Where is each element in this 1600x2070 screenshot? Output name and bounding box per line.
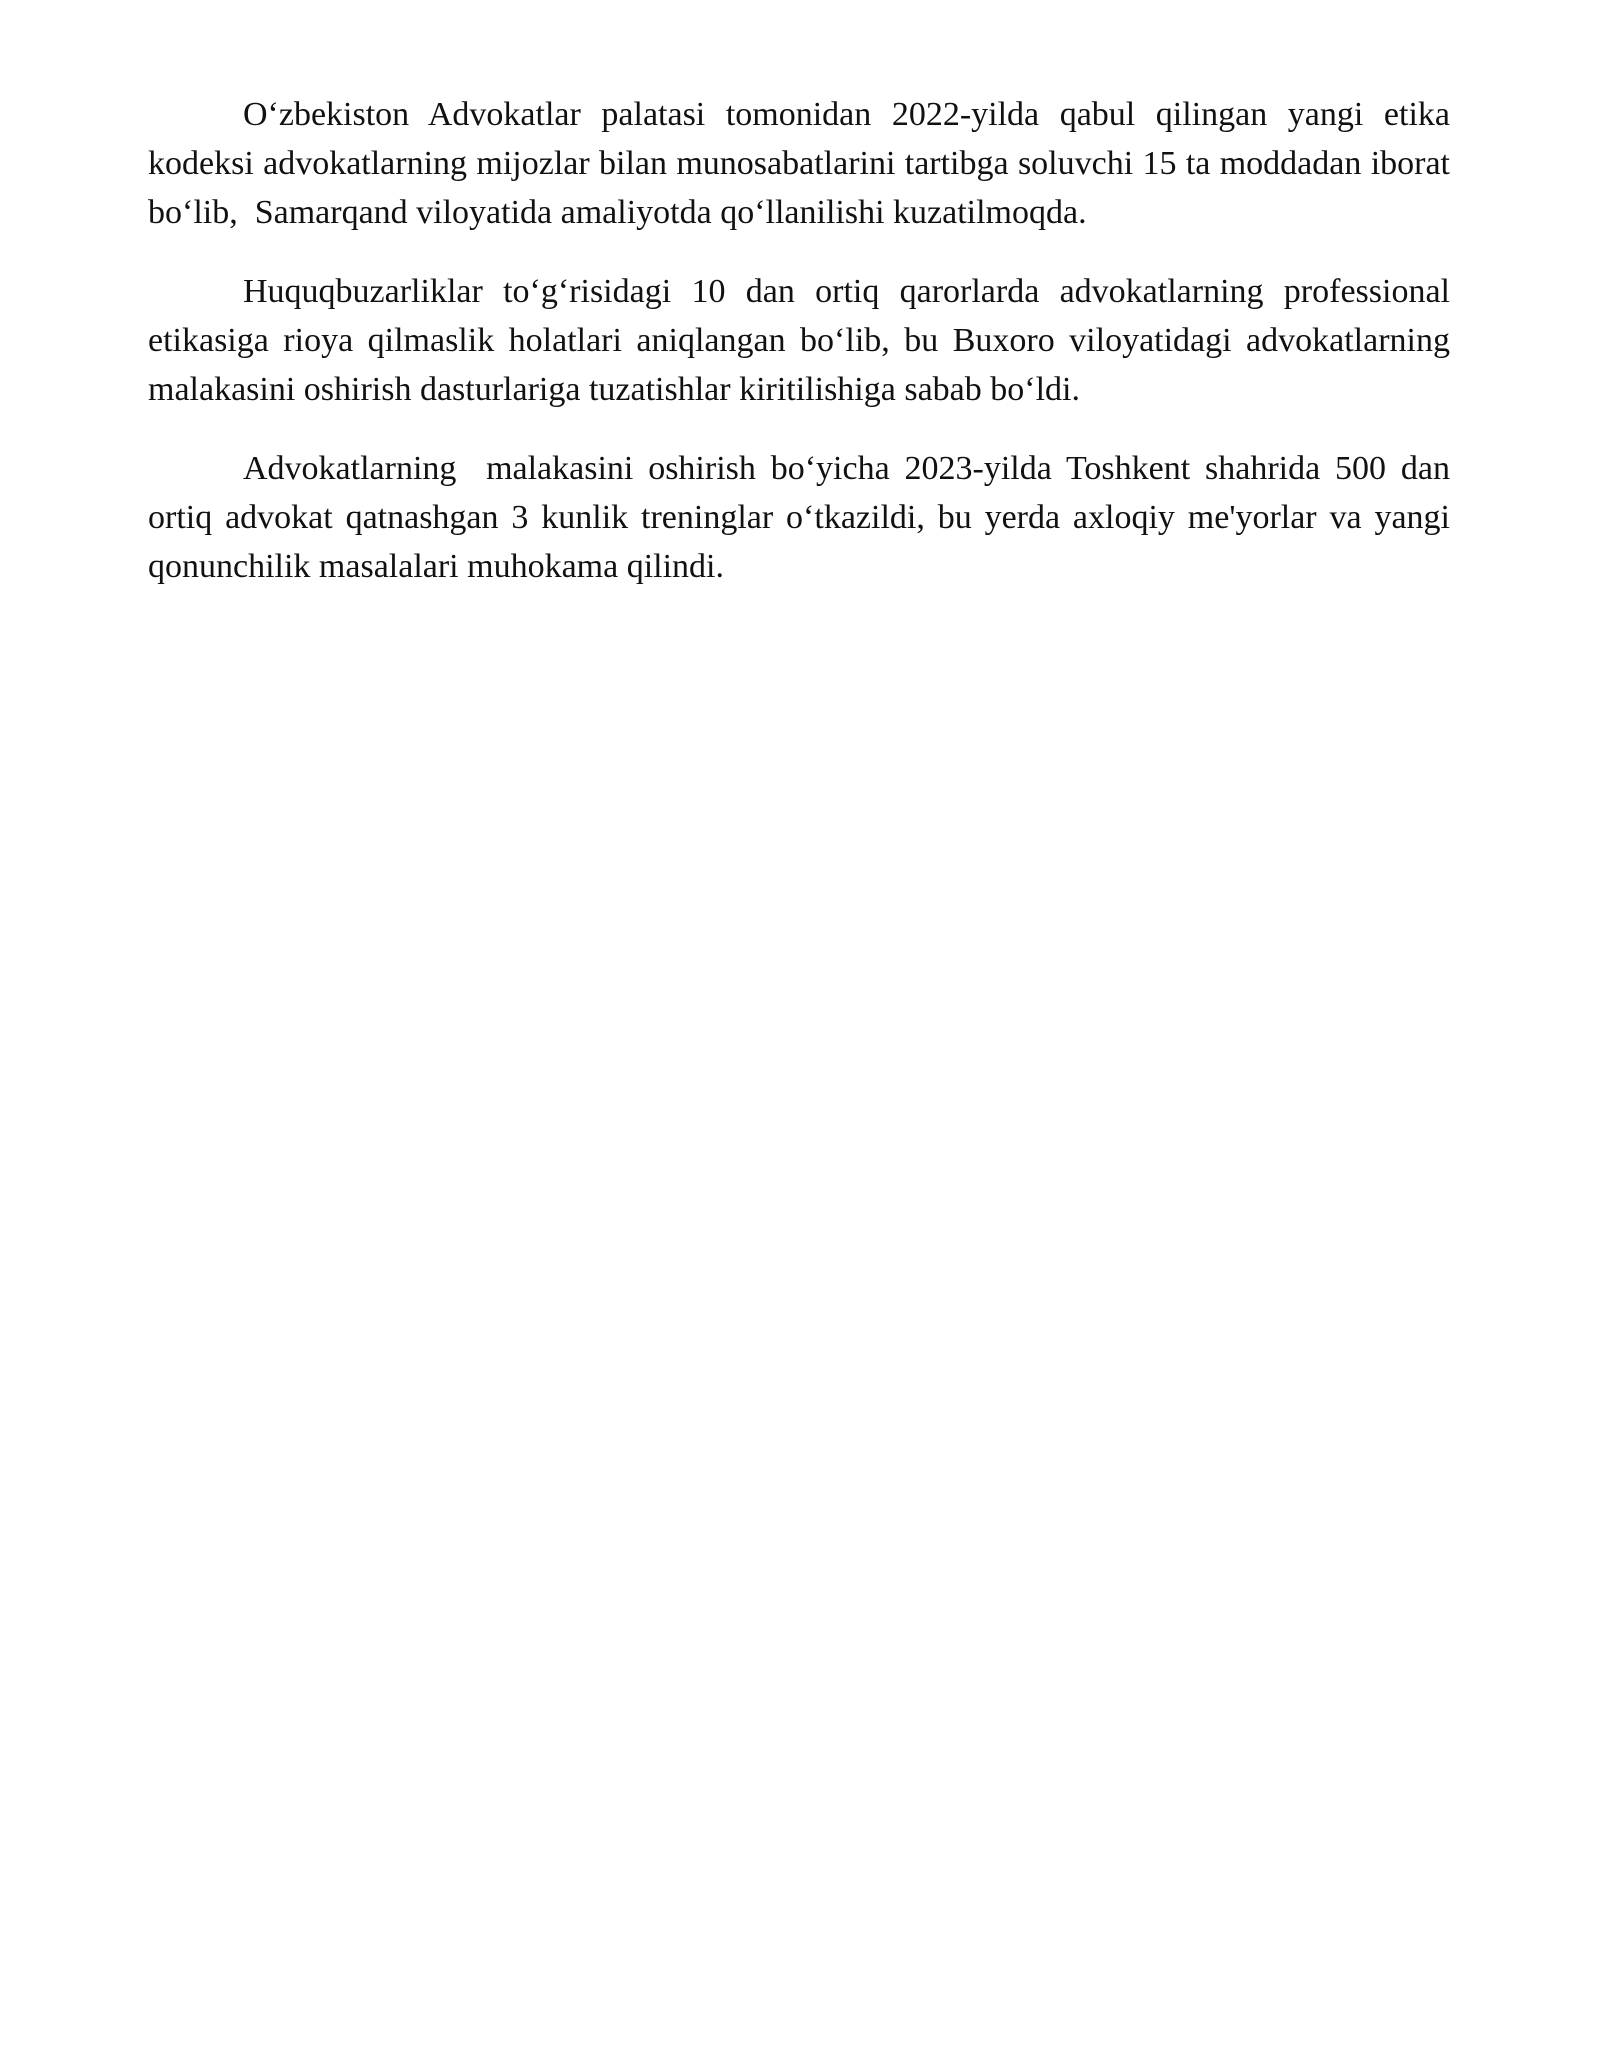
paragraph-2: Huquqbuzarliklar to‘g‘risidagi 10 dan ortiq qarorlarda advokatlarning professional etikasiga rioya qilmaslik holatlari aniqlangan bo‘lib, bu Buxoro viloyatidagi advokatlarning malakasini oshirish dasturlariga tuzatishlar kiritilishiga sabab bo‘ldi. xyxy=(148,273,1459,408)
paragraph-1: O‘zbekiston Advokatlar palatasi tomonidan 2022-yilda qabul qilingan yangi etika kodeksi advokatlarning mijozlar bilan munosabatlarini tartibga soluvchi 15 ta moddadan iborat bo‘lib, Samarqand viloyatida amaliyotda qo‘llanilishi kuzatilmoqda. xyxy=(148,96,1459,231)
document-body xyxy=(148,90,1459,621)
paragraph-3: Advokatlarning malakasini oshirish bo‘yicha 2023-yilda Toshkent shahrida 500 dan ortiq advokat qatnashgan 3 kunlik treninglar o‘tkazildi, bu yerda axloqiy me'yorlar va yangi qonunchilik masalalari muhokama qilindi. xyxy=(148,450,1459,585)
